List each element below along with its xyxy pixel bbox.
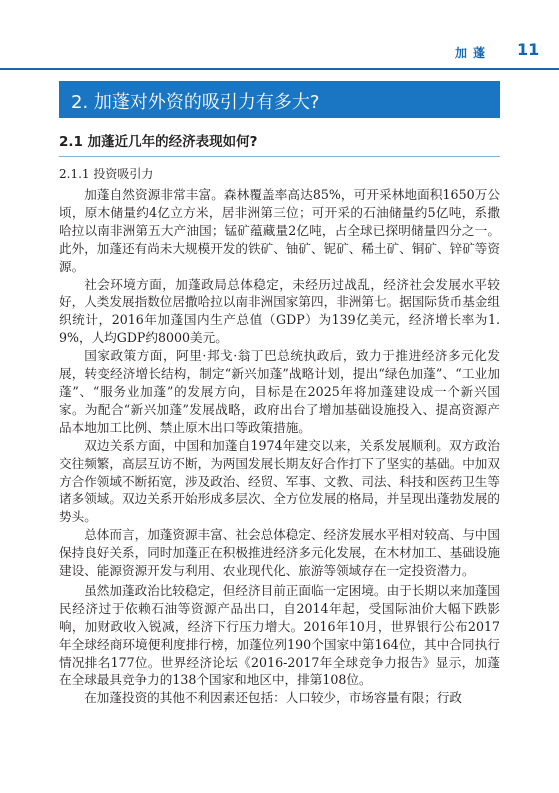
- paragraph-natural-resources: 加蓬自然资源非常丰富。森林覆盖率高达85%，可开采林地面积1650万公顷，原木储量约4亿立方米，居非洲第三位；可开采的石油储量约5亿吨，系撒哈拉以南非洲第五大产油国；锰矿蕴藏量2亿吨，占全球已探明储量四分之一。此外，加蓬还有尚未大规模开发的铁矿、铀矿、铌矿、稀土矿、铜矿、锌矿等资源。: [59, 187, 500, 274]
- paragraph-other-unfavorable-factors: 在加蓬投资的其他不利因素还包括：人口较少，市场容量有限；行政: [84, 690, 462, 706]
- page-number: 11: [517, 40, 540, 59]
- section-heading: 2.1 加蓬近几年的经济表现如何?: [59, 134, 258, 150]
- paragraph-bilateral-relations: 双边关系方面，中国和加蓬自1974年建交以来，关系发展顺利。双方政治交往频繁，高层互访不断，为两国发展长期友好合作打下了坚实的基础。中加双方合作领域不断拓宽，涉及政治、经贸、军事、文教、司法、科技和医药卫生等诸多领域。双边关系开始形成多层次、全方位发展的格局，并呈现出蓬勃发展的势头。: [59, 437, 500, 525]
- chapter-title: 2. 加蓬对外资的吸引力有多大?: [71, 92, 320, 113]
- section-divider: [59, 156, 500, 157]
- subsection-heading: 2.1.1 投资吸引力: [59, 167, 154, 181]
- header-divider: [0, 68, 559, 70]
- paragraph-social-environment: 社会环境方面，加蓬政局总体稳定，未经历过战乱，经济社会发展水平较好，人类发展指数位居撒哈拉以南非洲国家第四，非洲第七。据国际货币基金组织统计，2016年加蓬国内生产总值（GDP）为139亿美元，经济增长率为1.9%，人均GDP约8000美元。: [59, 276, 500, 346]
- paragraph-economic-difficulties: 虽然加蓬政治比较稳定，但经济目前正面临一定困境。由于长期以来加蓬国民经济过于依赖石油等资源产品出口，自2014年起，受国际油价大幅下跌影响，加财政收入锐减，经济下行压力增大。2016年10月，世界银行公布2017年全球经商环境便利度排行榜，加蓬位列190个国家中第164位，其中合同执行情况排名177位。世界经济论坛《2016-2017年全球竞争力报告》显示，加蓬在全球最具竞争力的138个国家和地区中，排第108位。: [59, 582, 500, 688]
- paragraph-national-policy: 国家政策方面，阿里·邦戈·翁丁巴总统执政后，致力于推进经济多元化发展，转变经济增长结构，制定“新兴加蓬”战略计划，提出“绿色加蓬”、“工业加蓬”、“服务业加蓬”的发展方向，目标是在2025年将加蓬建设成一个新兴国家。为配合“新兴加蓬”发展战略，政府出台了增加基础设施投入、提高资源产品本地加工比例、禁止原木出口等政策措施。: [59, 348, 500, 435]
- paragraph-overall-summary: 总体而言，加蓬资源丰富、社会总体稳定、经济发展水平相对较高、与中国保持良好关系，同时加蓬正在积极推进经济多元化发展，在木材加工、基础设施建设、能源资源开发与利用、农业现代化、旅游等领域存在一定投资潜力。: [59, 527, 500, 579]
- body-text: [59, 186, 500, 707]
- running-header-country: 加蓬: [455, 46, 492, 60]
